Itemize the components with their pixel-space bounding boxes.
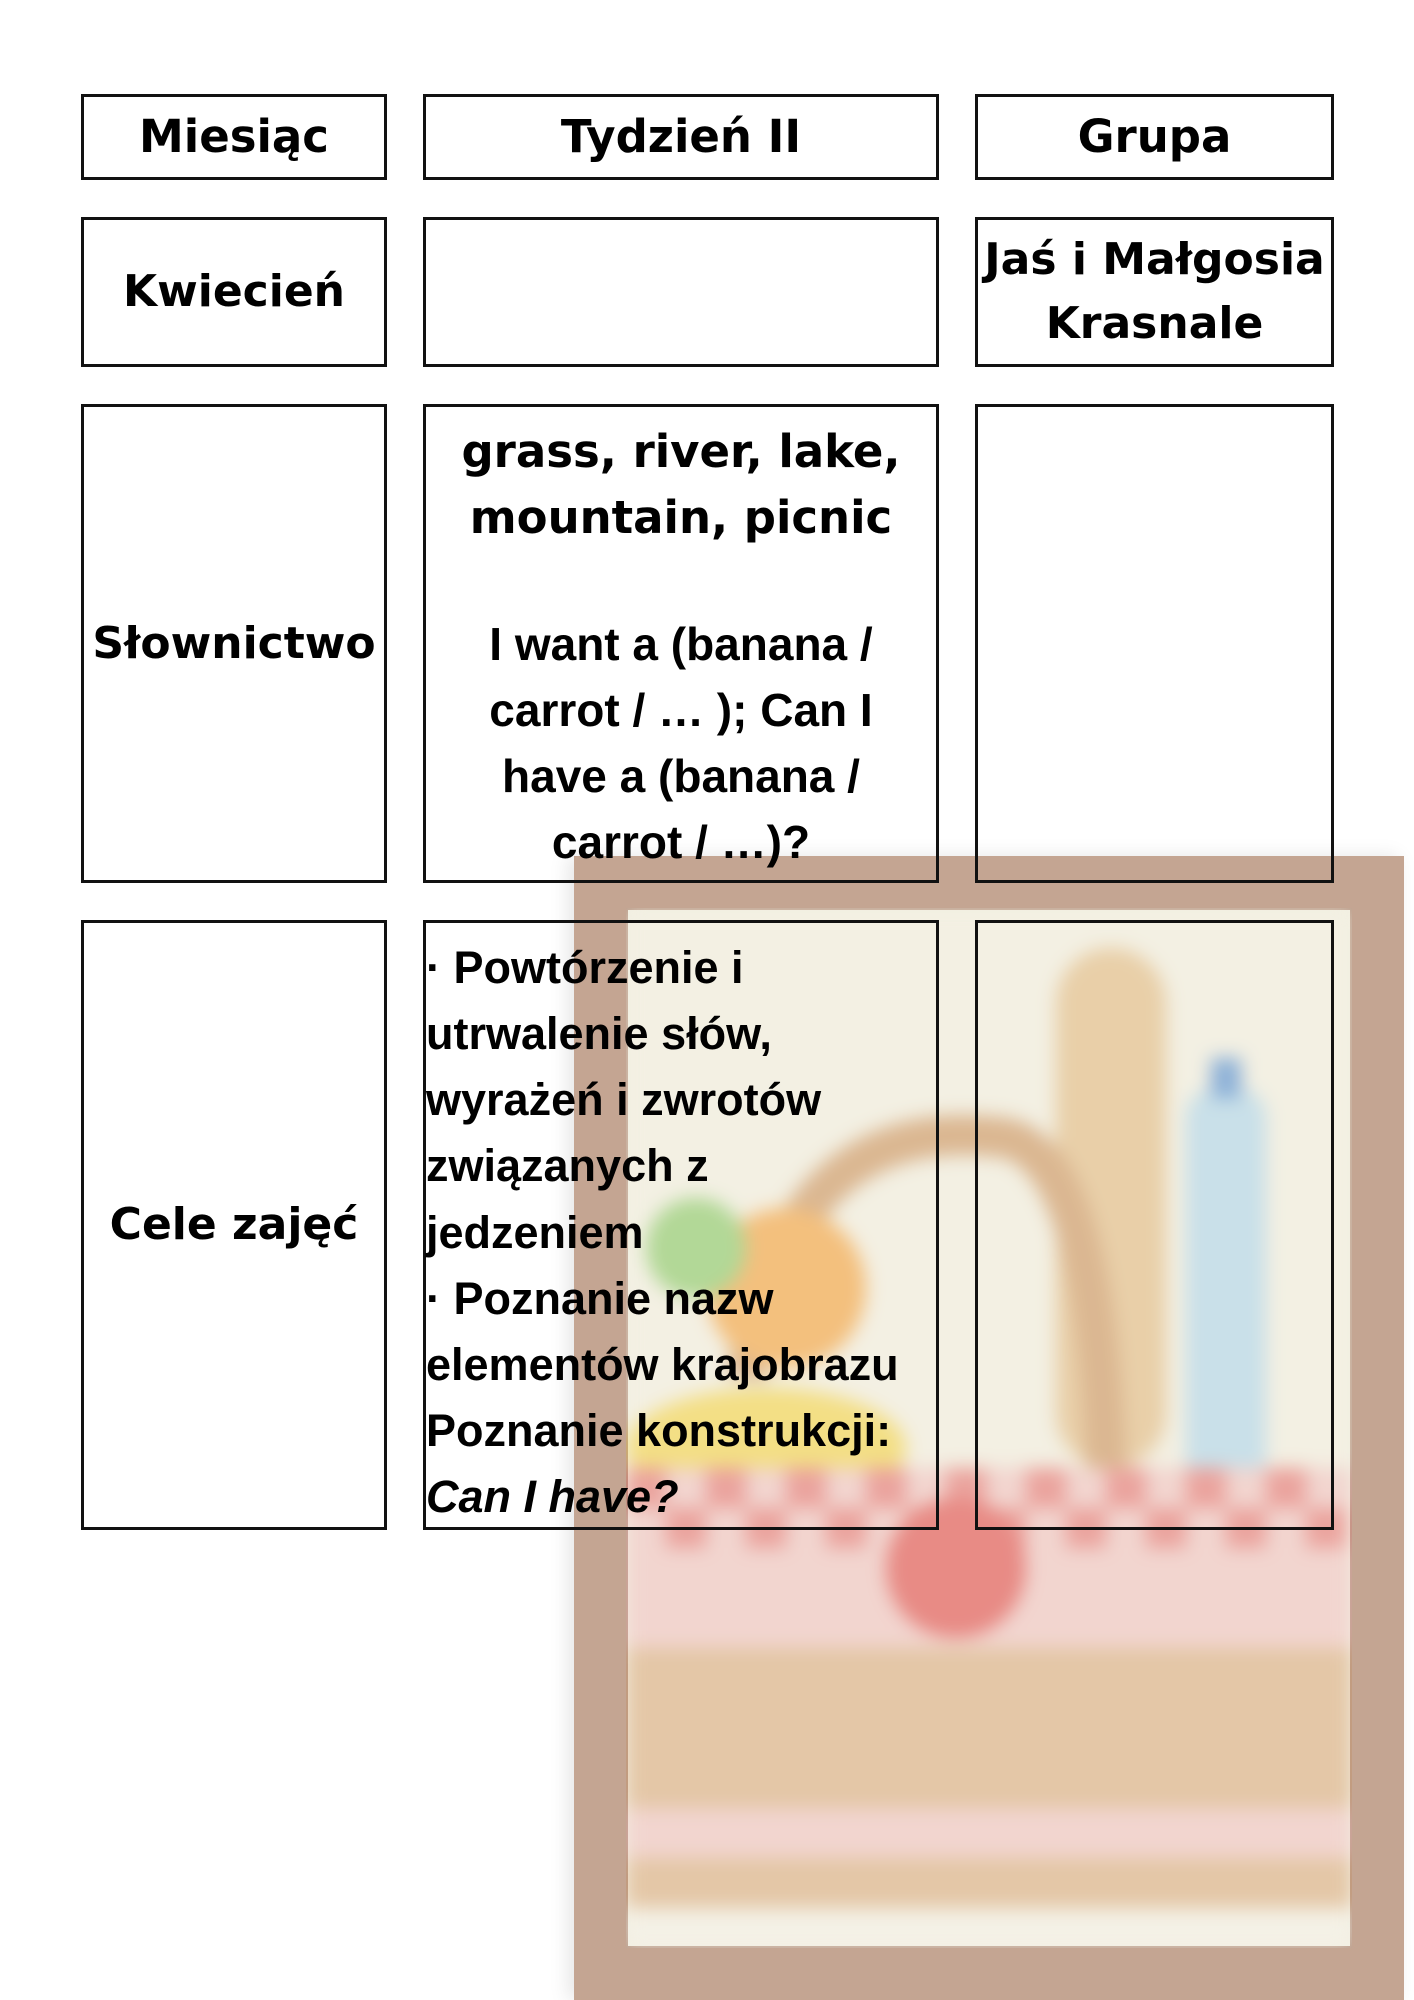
goals-line: · Powtórzenie i bbox=[426, 942, 744, 993]
header-group-label: Grupa bbox=[1077, 109, 1232, 163]
vocabulary-group-cell bbox=[975, 404, 1334, 883]
goals-italic-line: Can I have? bbox=[426, 1471, 679, 1523]
goals-line: utrwalenie słów, bbox=[426, 1008, 772, 1060]
group-name-line2: Krasnale bbox=[1045, 298, 1264, 349]
vocabulary-words-line: grass, river, lake, bbox=[461, 425, 901, 478]
vocabulary-phrase-line: carrot / …)? bbox=[551, 815, 811, 868]
goals-label-cell bbox=[81, 920, 387, 1530]
vocabulary-phrase-line: carrot / … ); Can I bbox=[489, 684, 873, 737]
vocabulary-words bbox=[461, 419, 900, 550]
goals-line: elementów krajobrazu bbox=[426, 1338, 899, 1390]
vocabulary-label: Słownictwo bbox=[92, 617, 376, 669]
vocabulary-content-cell bbox=[423, 404, 939, 883]
month-value: Kwiecień bbox=[123, 266, 345, 318]
header-week-label: Tydzień II bbox=[560, 109, 802, 163]
header-month-label: Miesiąc bbox=[139, 109, 329, 163]
goals-line: wyrażeń i zwrotów bbox=[426, 1074, 822, 1126]
goals-line: · Poznanie nazw bbox=[426, 1272, 774, 1324]
goals-line: jedzeniem bbox=[426, 1206, 644, 1258]
vocabulary-phrases bbox=[449, 612, 912, 875]
header-group bbox=[975, 94, 1334, 180]
vocabulary-words-line: mountain, picnic bbox=[469, 490, 893, 544]
group-name-line1: Jaś i Małgosia bbox=[984, 234, 1325, 286]
header-month bbox=[81, 94, 387, 180]
month-value-cell bbox=[81, 217, 387, 367]
goals-line: związanych z bbox=[426, 1140, 709, 1192]
week-value-cell bbox=[423, 217, 939, 367]
group-value-cell bbox=[975, 217, 1334, 367]
goals-line: Poznanie konstrukcji: bbox=[426, 1404, 892, 1456]
goals-label: Cele zajęć bbox=[109, 1199, 359, 1251]
vocabulary-phrase-line: I want a (banana / bbox=[489, 618, 873, 671]
header-week bbox=[423, 94, 939, 180]
vocabulary-label-cell bbox=[81, 404, 387, 883]
goals-content-cell bbox=[423, 920, 939, 1530]
vocabulary-phrase-line: have a (banana / bbox=[502, 749, 860, 802]
goals-list bbox=[426, 935, 936, 1530]
goals-group-cell bbox=[975, 920, 1334, 1530]
